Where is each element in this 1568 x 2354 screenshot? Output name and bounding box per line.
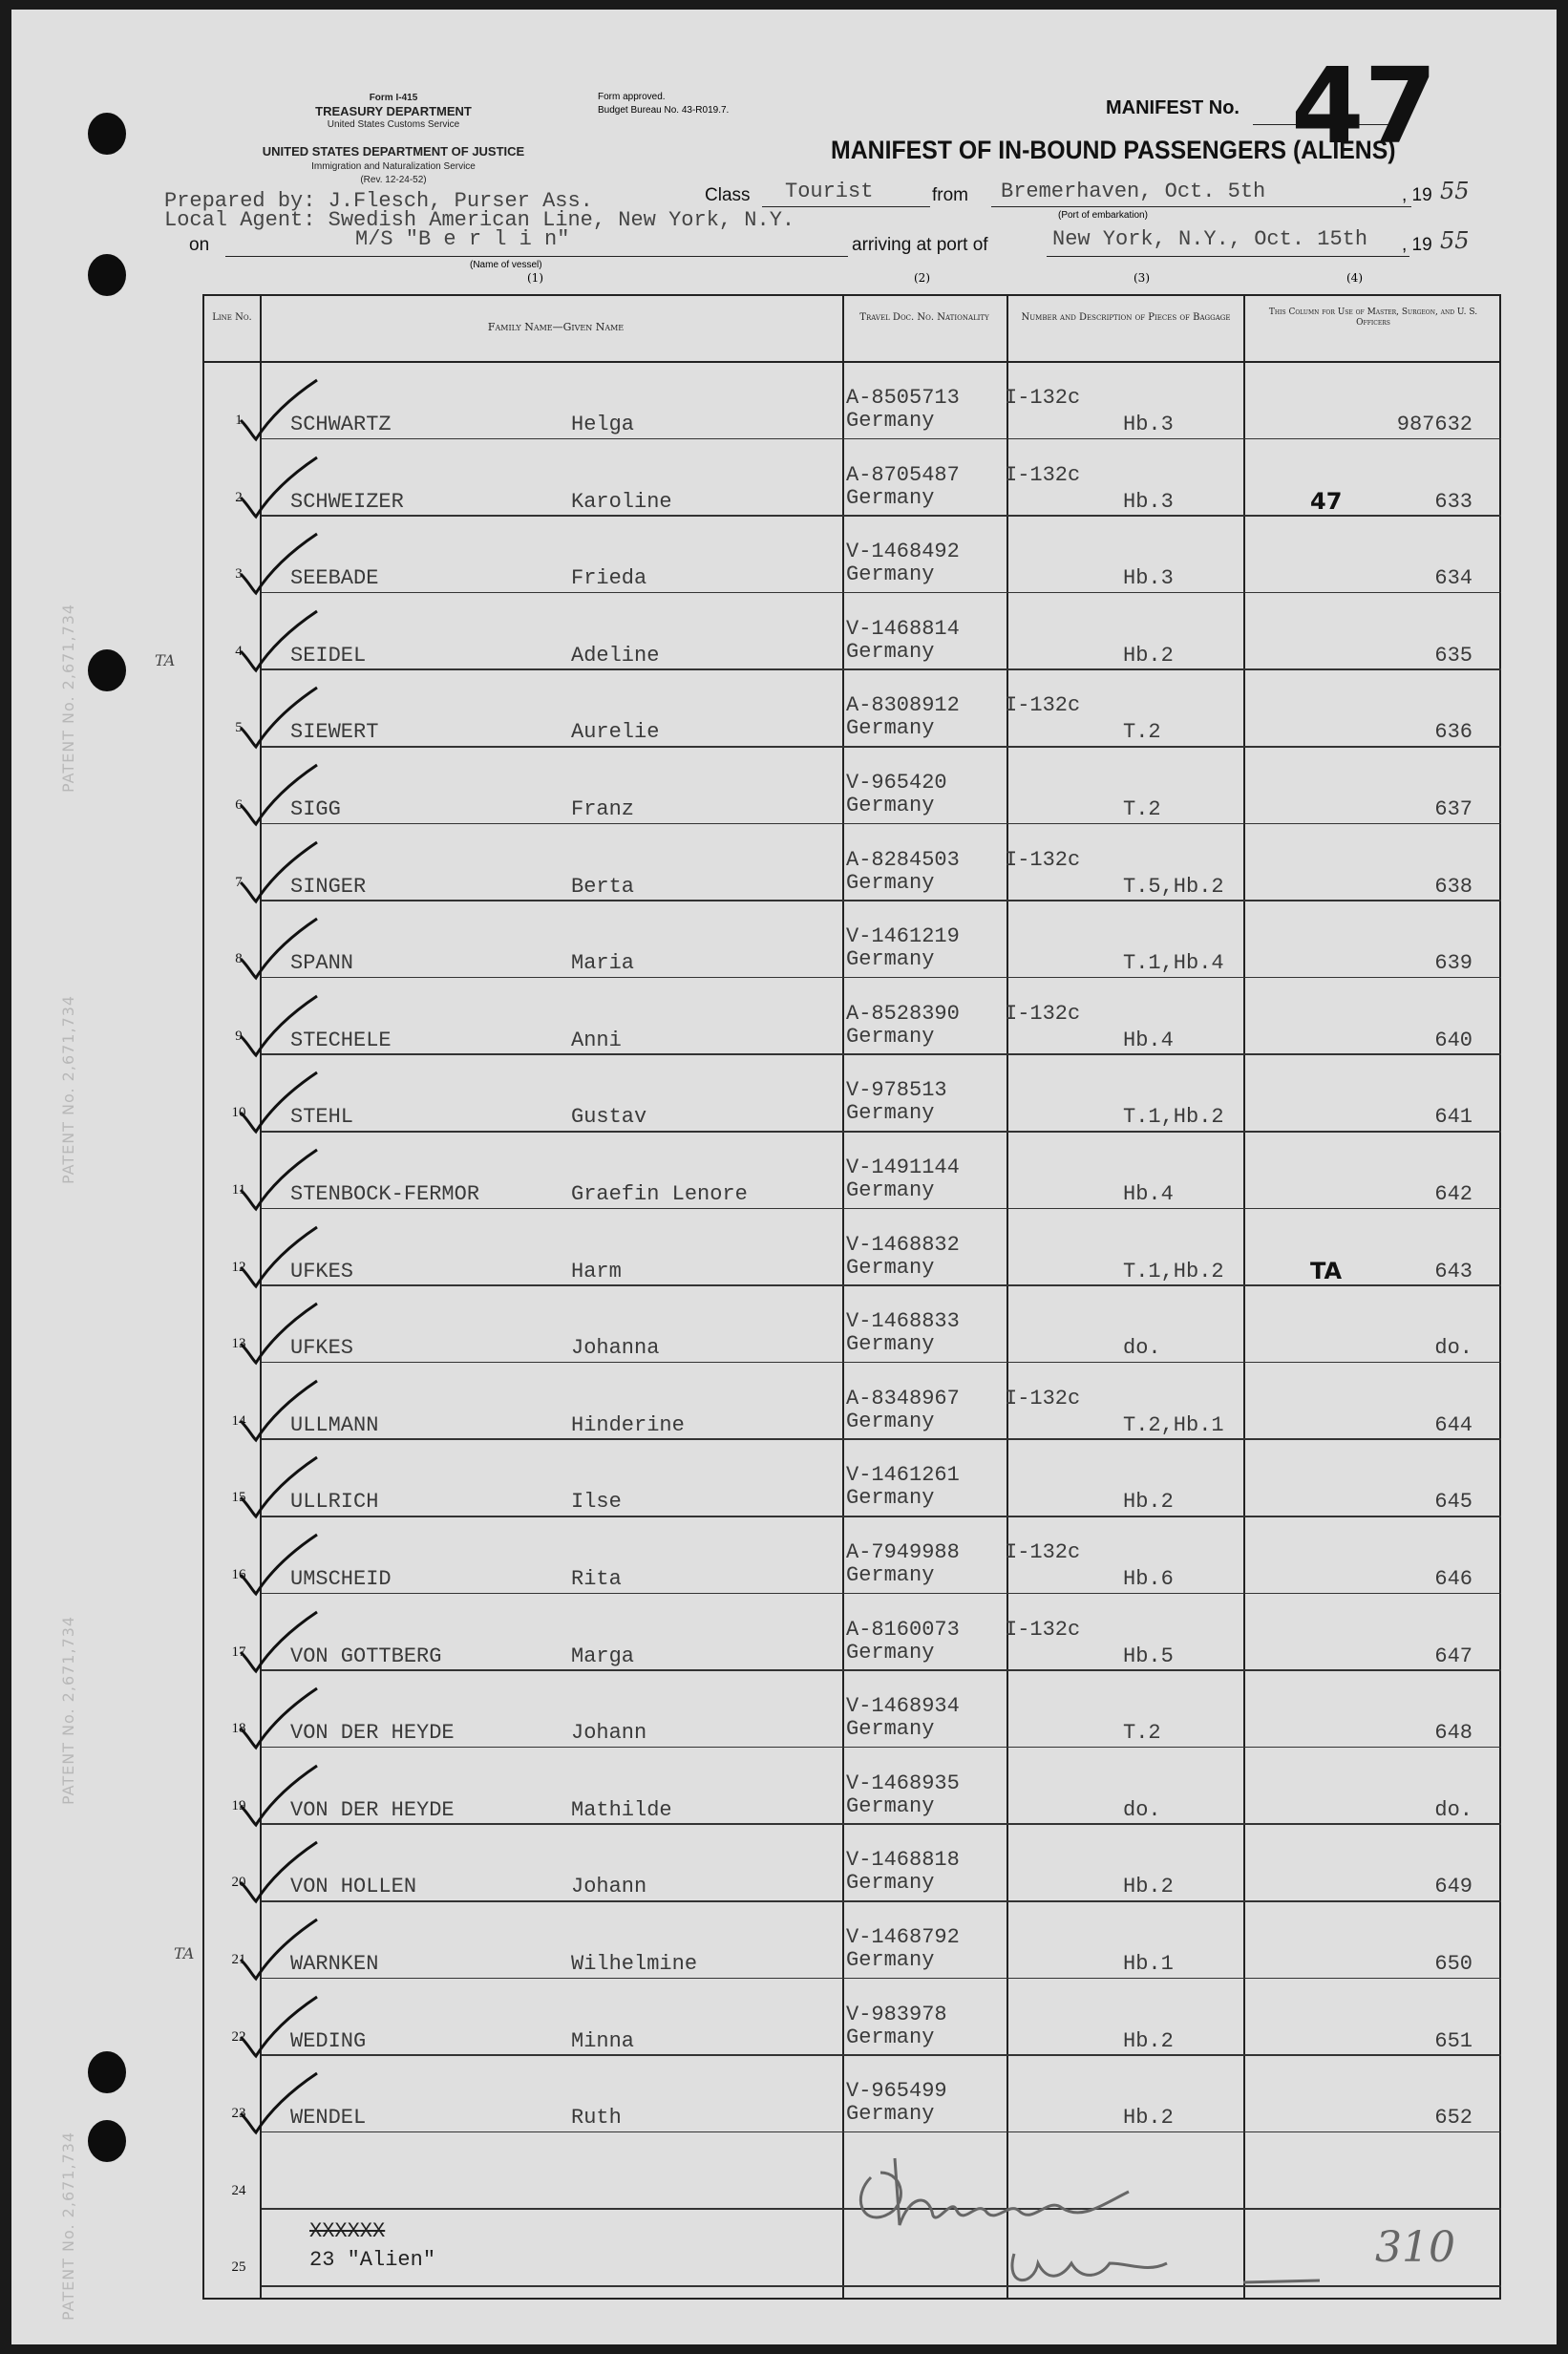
vessel-line xyxy=(225,256,848,257)
margin-patent: PATENT No. 2,671,734 xyxy=(59,2131,77,2321)
travel-doc-no: V-1461261 xyxy=(846,1463,960,1488)
travel-doc-no: V-965420 xyxy=(846,771,947,795)
form-number: Form I-415 xyxy=(369,93,418,103)
doc-extra: I-132c xyxy=(1005,462,1081,487)
baggage: T.2 xyxy=(1123,720,1161,745)
nationality: Germany xyxy=(846,1486,935,1511)
check-mark xyxy=(222,1604,327,1681)
family-name: WARNKEN xyxy=(290,1952,379,1976)
row-rule xyxy=(262,1284,1501,1286)
col-head-travel: Travel Doc. No. Nationality xyxy=(859,312,989,323)
signature xyxy=(842,2120,1339,2301)
family-name: SCHWEIZER xyxy=(290,489,404,514)
year-1: 55 xyxy=(1440,178,1470,204)
class-label: Class xyxy=(705,185,751,205)
given-name: Aurelie xyxy=(571,720,660,745)
travel-doc-no: V-1468935 xyxy=(846,1771,960,1795)
check-mark xyxy=(222,1912,327,1988)
nationality: Germany xyxy=(846,1332,935,1357)
family-name: SPANN xyxy=(290,951,354,976)
dept-customs: United States Customs Service xyxy=(327,119,460,130)
travel-doc-no: A-8160073 xyxy=(846,1617,960,1642)
line-number: 18 xyxy=(231,1721,246,1737)
nationality: Germany xyxy=(846,562,935,587)
nationality: Germany xyxy=(846,485,935,510)
given-name: Berta xyxy=(571,874,635,899)
baggage: Hb.3 xyxy=(1123,566,1174,591)
officer-number: 651 xyxy=(1434,2028,1473,2053)
manifest-sheet xyxy=(11,10,1557,2344)
year-label-1: , 19 xyxy=(1402,185,1432,205)
col-divider xyxy=(1006,294,1008,2300)
check-mark xyxy=(222,1065,327,1141)
travel-doc-no: A-7949988 xyxy=(846,1540,960,1564)
header-divider xyxy=(202,361,1501,363)
nationality: Germany xyxy=(846,1563,935,1587)
officer-number: 639 xyxy=(1434,951,1473,976)
check-mark xyxy=(222,1681,327,1757)
line-number: 9 xyxy=(235,1028,243,1044)
baggage: T.1,Hb.2 xyxy=(1123,1259,1224,1283)
family-name: ULLMANN xyxy=(290,1412,379,1437)
line-number: 14 xyxy=(231,1412,246,1429)
margin-patent: PATENT No. 2,671,734 xyxy=(59,994,77,1184)
officer-number: do. xyxy=(1434,1797,1473,1822)
line-number: 3 xyxy=(235,566,243,583)
baggage: T.1,Hb.2 xyxy=(1123,1105,1224,1130)
row-rule xyxy=(262,1362,1501,1364)
line-number: 2 xyxy=(235,489,243,505)
family-name: ULLRICH xyxy=(290,1490,379,1515)
form-approved: Form approved. xyxy=(598,92,666,102)
officer-number: 640 xyxy=(1434,1028,1473,1052)
given-name: Minna xyxy=(571,2028,635,2053)
doc-extra: I-132c xyxy=(1005,1617,1081,1642)
travel-doc-no: A-8308912 xyxy=(846,693,960,718)
row-rule xyxy=(262,592,1501,594)
officer-mark: TA xyxy=(1310,1257,1343,1284)
count-handwritten: 310 xyxy=(1375,2223,1455,2272)
line-number: 16 xyxy=(231,1567,246,1582)
doc-extra: I-132c xyxy=(1005,1540,1081,1564)
officer-number: 637 xyxy=(1434,797,1473,821)
line-number: 8 xyxy=(235,951,243,967)
manifest-title: MANIFEST OF IN-BOUND PASSENGERS (ALIENS) xyxy=(831,136,1396,164)
row-rule xyxy=(262,438,1501,440)
given-name: Johanna xyxy=(571,1336,660,1361)
dept-treasury: TREASURY DEPARTMENT xyxy=(315,104,472,118)
family-name: VON DER HEYDE xyxy=(290,1721,455,1746)
annotation-ta: TA xyxy=(155,651,176,669)
check-mark xyxy=(222,1219,327,1296)
line-number: 12 xyxy=(231,1259,246,1275)
baggage: Hb.4 xyxy=(1123,1028,1174,1052)
family-name: WEDING xyxy=(290,2028,367,2053)
officer-number: 987632 xyxy=(1396,413,1473,436)
officer-number: 652 xyxy=(1434,2106,1473,2131)
nationality: Germany xyxy=(846,1409,935,1433)
family-name: STENBOCK-FERMOR xyxy=(290,1182,480,1206)
vessel-caption: (Name of vessel) xyxy=(470,260,542,270)
col-head-line: Line No. xyxy=(212,312,252,323)
officer-number: 650 xyxy=(1434,1952,1473,1976)
family-name: UFKES xyxy=(290,1259,354,1283)
row-rule xyxy=(262,823,1501,825)
baggage: Hb.2 xyxy=(1123,2028,1174,2053)
check-mark xyxy=(222,1834,327,1911)
doc-extra: I-132c xyxy=(1005,693,1081,718)
row-rule xyxy=(262,1669,1501,1671)
given-name: Maria xyxy=(571,951,635,976)
officer-number: 642 xyxy=(1434,1182,1473,1206)
year-2: 55 xyxy=(1440,227,1470,254)
row-rule xyxy=(262,1053,1501,1055)
row-rule xyxy=(262,1131,1501,1133)
baggage: T.2 xyxy=(1123,797,1161,821)
officer-number: 648 xyxy=(1434,1721,1473,1746)
officer-number: 643 xyxy=(1434,1259,1473,1283)
annotation-ta: TA xyxy=(174,1944,195,1962)
family-name: SINGER xyxy=(290,874,367,899)
travel-doc-no: V-1461219 xyxy=(846,924,960,949)
check-mark xyxy=(222,1142,327,1219)
family-name: SIEWERT xyxy=(290,720,379,745)
officer-number: 635 xyxy=(1434,643,1473,668)
baggage: Hb.2 xyxy=(1123,1490,1174,1515)
travel-doc-no: V-978513 xyxy=(846,1078,947,1103)
col-head-name: Family Name—Given Name xyxy=(487,321,625,333)
manifest-number: 47 xyxy=(1291,45,1438,167)
check-mark xyxy=(222,1373,327,1450)
line-number: 7 xyxy=(235,874,243,890)
doc-extra: I-132c xyxy=(1005,1386,1081,1410)
travel-doc-no: A-8528390 xyxy=(846,1001,960,1026)
baggage: Hb.4 xyxy=(1123,1182,1174,1206)
budget-bureau: Budget Bureau No. 43-R019.7. xyxy=(598,105,730,116)
family-name: STEHL xyxy=(290,1105,354,1130)
arrival-port: New York, N.Y., Oct. 15th xyxy=(1052,227,1368,251)
officer-number: 647 xyxy=(1434,1644,1473,1668)
travel-doc-no: V-1491144 xyxy=(846,1156,960,1179)
given-name: Graefin Lenore xyxy=(571,1182,748,1206)
baggage: Hb.1 xyxy=(1123,1952,1174,1976)
class-line xyxy=(762,206,930,207)
col-num-2: (2) xyxy=(914,271,930,285)
margin-patent: PATENT No. 2,671,734 xyxy=(59,603,77,793)
nationality: Germany xyxy=(846,2025,935,2049)
baggage: Hb.6 xyxy=(1123,1567,1174,1591)
arriving-label: arriving at port of xyxy=(852,235,988,255)
col-num-4: (4) xyxy=(1346,271,1363,285)
family-name: SEIDEL xyxy=(290,643,367,668)
nationality: Germany xyxy=(846,794,935,817)
nationality: Germany xyxy=(846,1640,935,1665)
travel-doc-no: V-1468814 xyxy=(846,616,960,641)
line-number: 4 xyxy=(235,643,243,659)
punch-hole xyxy=(88,649,126,691)
nationality: Germany xyxy=(846,1871,935,1896)
family-name: VON GOTTBERG xyxy=(290,1644,442,1668)
officer-number: 645 xyxy=(1434,1490,1473,1515)
travel-doc-no: A-8705487 xyxy=(846,462,960,487)
baggage: Hb.3 xyxy=(1123,413,1174,436)
row-rule xyxy=(262,1747,1501,1749)
given-name: Anni xyxy=(571,1028,622,1052)
margin-patent: PATENT No. 2,671,734 xyxy=(59,1615,77,1805)
family-name: SIGG xyxy=(290,797,341,821)
year-label-2: , 19 xyxy=(1402,235,1432,255)
check-mark xyxy=(222,372,327,449)
col-divider xyxy=(1243,294,1245,2300)
col-head-officers: This Column for Use of Master, Surgeon, and U. S. Officers xyxy=(1268,308,1478,328)
row-rule xyxy=(262,977,1501,979)
officer-number: 634 xyxy=(1434,566,1473,591)
check-mark xyxy=(222,2066,327,2142)
nationality: Germany xyxy=(846,1024,935,1049)
officer-number: 638 xyxy=(1434,874,1473,899)
given-name: Karoline xyxy=(571,489,672,514)
row-rule xyxy=(262,1516,1501,1517)
on-label: on xyxy=(189,235,210,255)
row-rule xyxy=(262,668,1501,670)
travel-doc-no: A-8284503 xyxy=(846,847,960,872)
line-number: 19 xyxy=(231,1797,246,1813)
travel-doc-no: V-1468934 xyxy=(846,1694,960,1719)
travel-doc-no: V-1468833 xyxy=(846,1309,960,1334)
family-name: SCHWARTZ xyxy=(290,413,392,436)
line-number: 6 xyxy=(235,797,243,813)
nationality: Germany xyxy=(846,1717,935,1742)
baggage: Hb.2 xyxy=(1123,1875,1174,1899)
baggage: T.5,Hb.2 xyxy=(1123,874,1224,899)
doc-extra: I-132c xyxy=(1005,1001,1081,1026)
family-name: WENDEL xyxy=(290,2106,367,2131)
check-mark xyxy=(222,835,327,911)
family-name: UMSCHEID xyxy=(290,1567,392,1591)
given-name: Johann xyxy=(571,1721,647,1746)
officer-number: 633 xyxy=(1434,489,1473,514)
check-mark xyxy=(222,1296,327,1372)
check-mark xyxy=(222,1989,327,2066)
nationality: Germany xyxy=(846,1255,935,1280)
row-rule xyxy=(262,2054,1501,2056)
arrival-line xyxy=(1047,256,1409,257)
punch-hole xyxy=(88,254,126,296)
punch-hole xyxy=(88,2120,126,2162)
check-mark xyxy=(222,911,327,987)
check-mark xyxy=(222,757,327,834)
form-revision: (Rev. 12-24-52) xyxy=(360,175,427,185)
line-number: 5 xyxy=(235,720,243,736)
given-name: Wilhelmine xyxy=(571,1952,698,1976)
line-number: 22 xyxy=(231,2028,246,2045)
baggage: do. xyxy=(1123,1797,1161,1822)
col-head-baggage: Number and Description of Pieces of Baggage xyxy=(1021,312,1231,323)
nationality: Germany xyxy=(846,947,935,972)
officer-number: 649 xyxy=(1434,1875,1473,1899)
given-name: Harm xyxy=(571,1259,622,1283)
check-mark xyxy=(222,1758,327,1834)
line-number: 20 xyxy=(231,1875,246,1891)
travel-doc-no: V-1468818 xyxy=(846,1848,960,1873)
line-number: 21 xyxy=(231,1952,246,1967)
line-number: 10 xyxy=(231,1105,246,1121)
punch-hole xyxy=(88,113,126,155)
row-rule xyxy=(262,1900,1501,1902)
check-mark xyxy=(222,680,327,756)
manifest-label: MANIFEST No. xyxy=(1106,97,1240,118)
check-mark xyxy=(222,1450,327,1526)
nationality: Germany xyxy=(846,870,935,895)
baggage: T.1,Hb.4 xyxy=(1123,951,1224,976)
alien-total: 23 "Alien" xyxy=(309,2248,436,2272)
officer-number: 641 xyxy=(1434,1105,1473,1130)
given-name: Franz xyxy=(571,797,635,821)
check-mark xyxy=(222,450,327,526)
nationality: Germany xyxy=(846,2102,935,2127)
dept-justice: UNITED STATES DEPARTMENT OF JUSTICE xyxy=(262,144,525,159)
officer-number: 646 xyxy=(1434,1567,1473,1591)
baggage: Hb.2 xyxy=(1123,2106,1174,2131)
family-name: STECHELE xyxy=(290,1028,392,1052)
prepared-by: Prepared by: J.Flesch, Purser Ass. xyxy=(164,189,593,213)
travel-doc-no: A-8505713 xyxy=(846,386,960,410)
given-name: Ilse xyxy=(571,1490,622,1515)
nationality: Germany xyxy=(846,716,935,741)
dept-immigration: Immigration and Naturalization Service xyxy=(311,161,476,172)
nationality: Germany xyxy=(846,1178,935,1202)
row-rule xyxy=(262,1823,1501,1825)
line-number: 24 xyxy=(231,2182,246,2198)
officer-number: 644 xyxy=(1434,1412,1473,1437)
col-num-1: (1) xyxy=(527,271,543,285)
nationality: Germany xyxy=(846,639,935,664)
line-number: 25 xyxy=(231,2259,246,2276)
row-rule xyxy=(262,900,1501,901)
given-name: Marga xyxy=(571,1644,635,1668)
class-value: Tourist xyxy=(785,180,874,203)
vessel-name: M/S "B e r l i n" xyxy=(355,227,570,251)
travel-doc-no: V-1468792 xyxy=(846,1925,960,1949)
given-name: Adeline xyxy=(571,643,660,668)
line-number: 17 xyxy=(231,1644,246,1660)
travel-doc-no: V-1468492 xyxy=(846,540,960,564)
given-name: Hinderine xyxy=(571,1412,685,1437)
col-num-3: (3) xyxy=(1134,271,1150,285)
col-divider xyxy=(842,294,844,2300)
row-rule xyxy=(262,1978,1501,1980)
punch-hole xyxy=(88,2051,126,2093)
travel-doc-no: A-8348967 xyxy=(846,1386,960,1410)
embarkation-port: Bremerhaven, Oct. 5th xyxy=(1001,180,1266,203)
given-name: Ruth xyxy=(571,2106,622,2131)
line-number: 1 xyxy=(235,413,243,428)
check-mark xyxy=(222,988,327,1065)
given-name: Frieda xyxy=(571,566,647,591)
row-rule xyxy=(262,1208,1501,1210)
given-name: Gustav xyxy=(571,1105,647,1130)
baggage: T.2 xyxy=(1123,1721,1161,1746)
line-number: 23 xyxy=(231,2106,246,2122)
check-mark xyxy=(222,1527,327,1603)
doc-extra: I-132c xyxy=(1005,847,1081,872)
travel-doc-no: V-965499 xyxy=(846,2079,947,2104)
row-rule xyxy=(262,746,1501,748)
doc-extra: I-132c xyxy=(1005,386,1081,410)
nationality: Germany xyxy=(846,1948,935,1972)
line-number: 13 xyxy=(231,1336,246,1352)
given-name: Helga xyxy=(571,413,635,436)
baggage: T.2,Hb.1 xyxy=(1123,1412,1224,1437)
travel-doc-no: V-983978 xyxy=(846,2002,947,2026)
family-name: VON HOLLEN xyxy=(290,1875,417,1899)
from-line xyxy=(991,206,1411,207)
family-name: UFKES xyxy=(290,1336,354,1361)
row-rule xyxy=(262,515,1501,517)
check-mark xyxy=(222,604,327,680)
baggage: Hb.2 xyxy=(1123,643,1174,668)
given-name: Mathilde xyxy=(571,1797,672,1822)
baggage: do. xyxy=(1123,1336,1161,1361)
family-name: SEEBADE xyxy=(290,566,379,591)
from-label: from xyxy=(932,185,968,205)
line-number: 15 xyxy=(231,1490,246,1506)
given-name: Rita xyxy=(571,1567,622,1591)
family-name: VON DER HEYDE xyxy=(290,1797,455,1822)
nationality: Germany xyxy=(846,1793,935,1818)
check-mark xyxy=(222,526,327,603)
row-rule xyxy=(262,1438,1501,1440)
given-name: Johann xyxy=(571,1875,647,1899)
baggage: Hb.5 xyxy=(1123,1644,1174,1668)
struck-text: XXXXXX xyxy=(309,2219,386,2243)
manifest-table xyxy=(202,294,1501,2300)
nationality: Germany xyxy=(846,409,935,433)
line-number: 11 xyxy=(231,1182,246,1198)
officer-mark: 47 xyxy=(1310,487,1343,515)
local-agent: Local Agent: Swedish American Line, New York, N.Y. xyxy=(164,208,795,232)
port-embark-caption: (Port of embarkation) xyxy=(1058,210,1148,221)
travel-doc-no: V-1468832 xyxy=(846,1232,960,1257)
officer-number: 636 xyxy=(1434,720,1473,745)
nationality: Germany xyxy=(846,1101,935,1126)
row-rule xyxy=(262,1593,1501,1595)
officer-number: do. xyxy=(1434,1336,1473,1361)
baggage: Hb.3 xyxy=(1123,489,1174,514)
